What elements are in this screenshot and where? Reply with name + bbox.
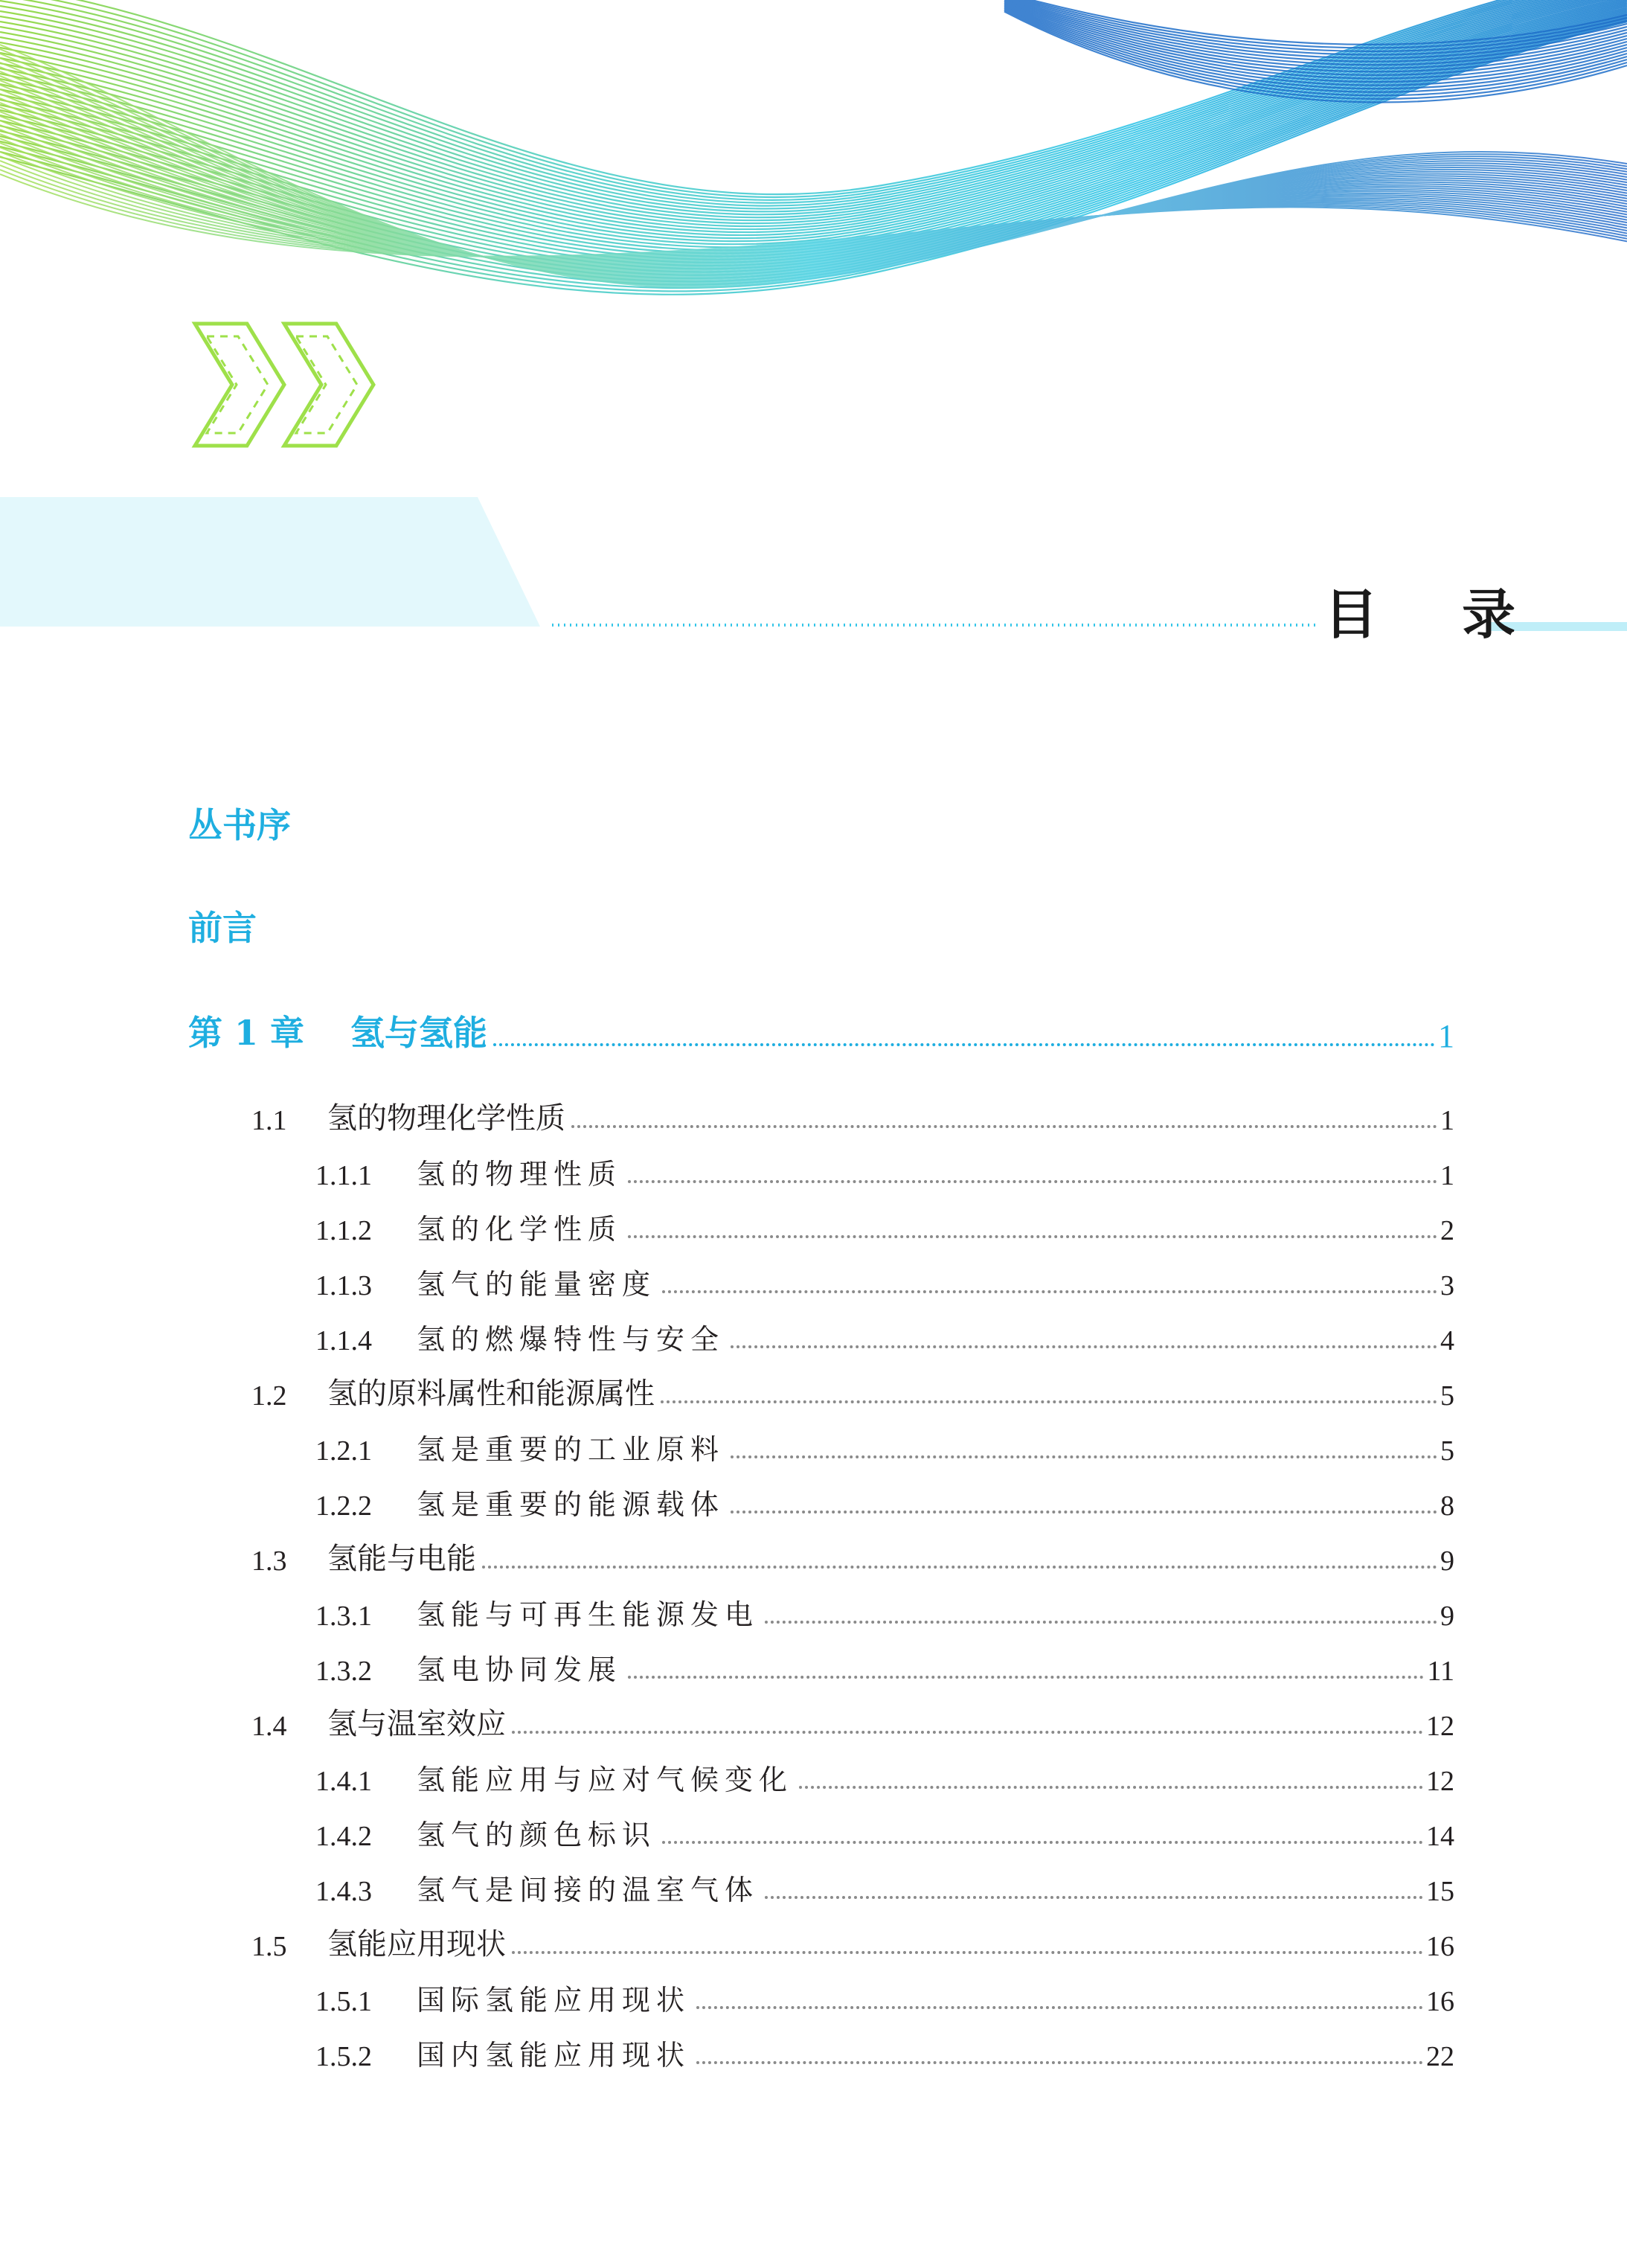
toc-entry-number: 1.1.1: [315, 1160, 372, 1191]
toc-section[interactable]: [251, 1368, 1454, 1412]
toc-entry-page: 15: [1426, 1876, 1454, 1907]
dot-leader: [512, 1951, 1423, 1954]
toc-entry-title: 氢能应用现状: [327, 1927, 506, 1961]
toc-entry-page: 16: [1426, 1931, 1454, 1962]
toc-entry-page: 16: [1426, 1986, 1454, 2017]
toc-subsection[interactable]: [315, 1423, 1454, 1467]
toc-entry-title: 氢气是间接的温室气体: [417, 1874, 760, 1906]
toc-subsection[interactable]: [315, 1643, 1454, 1688]
toc-entry-number: 1.4: [251, 1711, 287, 1742]
toc-chapter-1[interactable]: [188, 1010, 1454, 1055]
toc-entry-title: 氢与温室效应: [327, 1707, 506, 1741]
toc-entry-page: 9: [1440, 1545, 1454, 1577]
toc-entry-title: 氢的燃爆特性与安全: [417, 1323, 725, 1356]
title-banner: [0, 497, 540, 627]
toc-subsection[interactable]: [315, 2028, 1454, 2073]
dot-leader: [628, 1180, 1437, 1183]
toc-subsection[interactable]: [315, 1313, 1454, 1357]
toc-entry-page: 11: [1427, 1656, 1454, 1687]
toc-entry-title: 氢能应用与应对气候变化: [417, 1764, 794, 1796]
toc-entry-page: 4: [1440, 1325, 1454, 1356]
dot-leader: [765, 1896, 1423, 1899]
dot-leader: [765, 1621, 1437, 1624]
toc-entry-title: 氢气的能量密度: [417, 1268, 657, 1301]
toc-entry-title: 氢是重要的工业原料: [417, 1433, 725, 1466]
toc-entry-number: 1.3: [251, 1545, 287, 1577]
toc-section[interactable]: [251, 1092, 1454, 1137]
dot-leader: [799, 1786, 1423, 1789]
dot-leader: [628, 1235, 1437, 1238]
toc-entry-number: 1.3.1: [315, 1601, 372, 1632]
dot-leader: [628, 1676, 1424, 1679]
toc-entry-page: 1: [1440, 1160, 1454, 1191]
toc-entry-number: 1.1: [251, 1105, 287, 1136]
toc-entry-page: 2: [1440, 1215, 1454, 1246]
toc-subsection[interactable]: [315, 1863, 1454, 1908]
toc-entry-number: 1.5: [251, 1931, 287, 1962]
chapter-page: 1: [1438, 1018, 1454, 1054]
toc-entry-page: 22: [1426, 2041, 1454, 2072]
toc-entry-title: 国际氢能应用现状: [417, 1984, 691, 2016]
toc-subsection[interactable]: [315, 1808, 1454, 1853]
toc-subsection[interactable]: [315, 1147, 1454, 1192]
toc-entry-title: 氢能与可再生能源发电: [417, 1598, 760, 1631]
toc-entry-page: 12: [1426, 1766, 1454, 1797]
toc-entry-page: 1: [1440, 1105, 1454, 1136]
toc-entry-title: 氢是重要的能源载体: [417, 1488, 725, 1521]
toc-entry-title: 氢气的颜色标识: [417, 1819, 657, 1851]
toc-entry-number: 1.1.4: [315, 1325, 372, 1356]
toc-section[interactable]: [251, 1918, 1454, 1963]
toc-entry-page: 5: [1440, 1435, 1454, 1467]
toc-entry-page: 12: [1426, 1711, 1454, 1742]
front-matter-series-preface[interactable]: 丛书序: [188, 805, 291, 845]
toc-entry-number: 1.2.2: [315, 1490, 372, 1522]
toc-entry-title: 氢的原料属性和能源属性: [327, 1377, 655, 1411]
dot-leader: [512, 1731, 1423, 1734]
toc-subsection[interactable]: [315, 1588, 1454, 1633]
toc-subsection[interactable]: [315, 1753, 1454, 1798]
toc-entry-title: 氢的物理化学性质: [327, 1101, 565, 1135]
toc-subsection[interactable]: [315, 1258, 1454, 1302]
header-decoration: [0, 0, 1627, 670]
toc-entry-number: 1.3.2: [315, 1656, 372, 1687]
page-title: 目 录: [1324, 583, 1549, 646]
toc-entry-number: 1.2.1: [315, 1435, 372, 1467]
toc-entry-page: 9: [1440, 1601, 1454, 1632]
toc-subsection[interactable]: [315, 1478, 1454, 1522]
chevron-double-icon: [195, 324, 373, 446]
dot-leader: [696, 2006, 1423, 2009]
dot-leader: [482, 1566, 1437, 1569]
dot-leader: [696, 2061, 1423, 2064]
dot-leader: [731, 1511, 1437, 1513]
toc-section[interactable]: [251, 1533, 1454, 1577]
toc-entry-number: 1.4.2: [315, 1821, 372, 1852]
dot-leader: [493, 1043, 1435, 1046]
dot-leader: [571, 1125, 1437, 1128]
toc-entry-title: 氢能与电能: [327, 1542, 476, 1576]
toc-entry-number: 1.1.3: [315, 1270, 372, 1301]
toc-entry-number: 1.4.3: [315, 1876, 372, 1907]
toc-section[interactable]: [251, 1698, 1454, 1743]
toc-entry-title: 国内氢能应用现状: [417, 2039, 691, 2072]
toc-entry-page: 3: [1440, 1270, 1454, 1301]
toc-entry-number: 1.2: [251, 1380, 287, 1412]
toc-entry-page: 8: [1440, 1490, 1454, 1522]
toc-entry-title: 氢电协同发展: [417, 1653, 623, 1686]
toc-entry-title: 氢的化学性质: [417, 1213, 623, 1246]
chapter-number: 第 1 章: [188, 1013, 305, 1053]
toc-entry-page: 14: [1426, 1821, 1454, 1852]
front-matter-preface[interactable]: 前言: [188, 908, 257, 948]
toc-entry-number: 1.5.2: [315, 2041, 372, 2072]
dot-leader: [661, 1400, 1437, 1403]
chapter-title: 氢与氢能: [350, 1013, 487, 1053]
dot-leader: [731, 1345, 1437, 1348]
dot-leader: [731, 1455, 1437, 1458]
dot-leader: [662, 1841, 1423, 1844]
toc-subsection[interactable]: [315, 1202, 1454, 1247]
toc-entry-number: 1.5.1: [315, 1986, 372, 2017]
toc-entry-number: 1.4.1: [315, 1766, 372, 1797]
toc-subsection[interactable]: [315, 1973, 1454, 2018]
dot-leader: [662, 1290, 1437, 1293]
toc-entry-number: 1.1.2: [315, 1215, 372, 1246]
toc-entry-page: 5: [1440, 1380, 1454, 1412]
toc-entry-title: 氢的物理性质: [417, 1158, 623, 1191]
